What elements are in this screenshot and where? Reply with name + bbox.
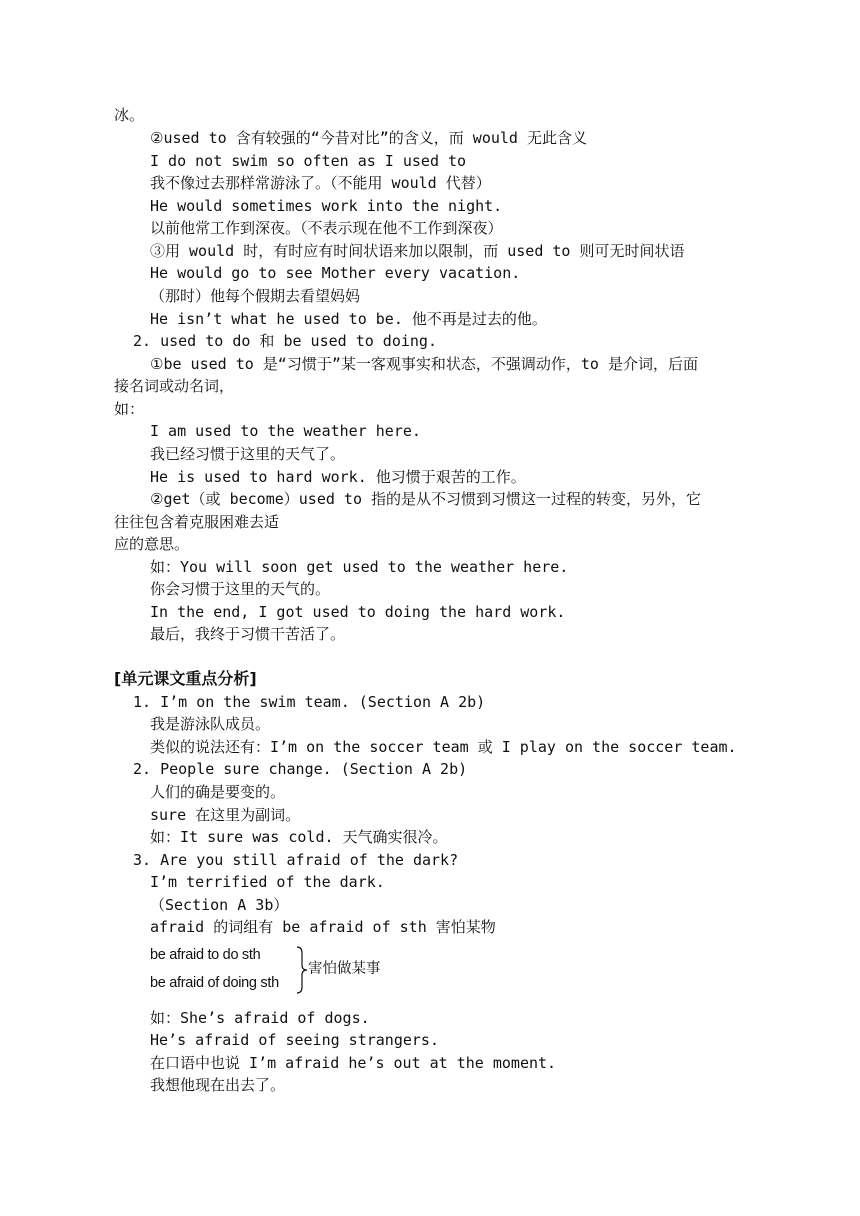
translation-line: 最后，我终于习惯干苦活了。 <box>150 625 346 643</box>
example-sentence: I’m terrified of the dark. <box>150 873 385 891</box>
text-line: 如： <box>114 400 145 418</box>
numbered-point: 3. Are you still afraid of the dark? <box>133 851 459 869</box>
example-sentence: He would go to see Mother every vacation. <box>150 264 521 282</box>
text-line: sure 在这里为副词。 <box>150 806 301 824</box>
example-sentence: 如：She’s afraid of dogs. <box>150 1009 370 1027</box>
text-line: 接名词或动名词， <box>114 377 235 395</box>
translation-line: 以前他常工作到深夜。（不表示现在他不工作到深夜） <box>150 219 503 237</box>
text-line: ①be used to 是“习惯于”某一客观事实和状态，不强调动作，to 是介词，后面 <box>150 355 698 373</box>
translation-line: （那时）他每个假期去看望妈妈 <box>150 287 361 305</box>
text-line: ③用 would 时，有时应有时间状语来加以限制，而 used to 则可无时间状语 <box>150 242 685 260</box>
translation-line: 我是游泳队成员。 <box>150 715 271 733</box>
figure-meaning: 害怕做某事 <box>308 961 381 977</box>
figure-phrase: be afraid to do sth <box>150 947 261 963</box>
text-line: （Section A 3b） <box>150 896 289 914</box>
example-sentence: 如：It sure was cold. 天气确实很冷。 <box>150 828 448 846</box>
text-line: ②used to 含有较强的“今昔对比”的含义，而 would 无此含义 <box>150 129 587 147</box>
translation-line: 你会习惯于这里的天气的。 <box>150 580 331 598</box>
example-sentence: He is used to hard work. 他习惯于艰苦的工作。 <box>150 468 526 486</box>
brace-figure <box>150 944 410 998</box>
numbered-point: 2. used to do 和 be used to doing. <box>133 332 437 350</box>
text-line: 在口语中也说 I’m afraid he’s out at the moment. <box>150 1054 557 1072</box>
numbered-point: 2. People sure change. (Section A 2b) <box>133 760 468 778</box>
section-title: [单元课文重点分析] <box>114 669 257 688</box>
translation-line: 我不像过去那样常游泳了。（不能用 would 代替） <box>150 174 491 192</box>
example-sentence: He’s afraid of seeing strangers. <box>150 1031 439 1049</box>
text-line: 往往包含着克服困难去适 <box>114 513 280 531</box>
text-line: 应的意思。 <box>114 535 190 553</box>
text-line: ②get（或 become）used to 指的是从不习惯到习惯这一过程的转变，另外，它 <box>150 490 702 508</box>
text-line: 冰。 <box>114 106 145 124</box>
figure-phrase: be afraid of doing sth <box>150 975 279 991</box>
example-sentence: I do not swim so often as I used to <box>150 152 467 170</box>
numbered-point: 1. I’m on the swim team. (Section A 2b) <box>133 693 486 711</box>
translation-line: 我想他现在出去了。 <box>150 1076 286 1094</box>
example-sentence: He isn’t what he used to be. 他不再是过去的他。 <box>150 310 547 328</box>
example-sentence: In the end, I got used to doing the hard work. <box>150 603 566 621</box>
translation-line: 我已经习惯于这里的天气了。 <box>150 445 346 463</box>
example-sentence: He would sometimes work into the night. <box>150 197 503 215</box>
example-sentence: I am used to the weather here. <box>150 422 421 440</box>
translation-line: 人们的确是要变的。 <box>150 783 286 801</box>
example-sentence: 如：You will soon get used to the weather here. <box>150 558 569 576</box>
text-line: afraid 的词组有 be afraid of sth 害怕某物 <box>150 918 496 936</box>
right-brace-icon <box>296 946 308 994</box>
text-line: 类似的说法还有：I’m on the soccer team 或 I play on the soccer team. <box>150 738 737 756</box>
